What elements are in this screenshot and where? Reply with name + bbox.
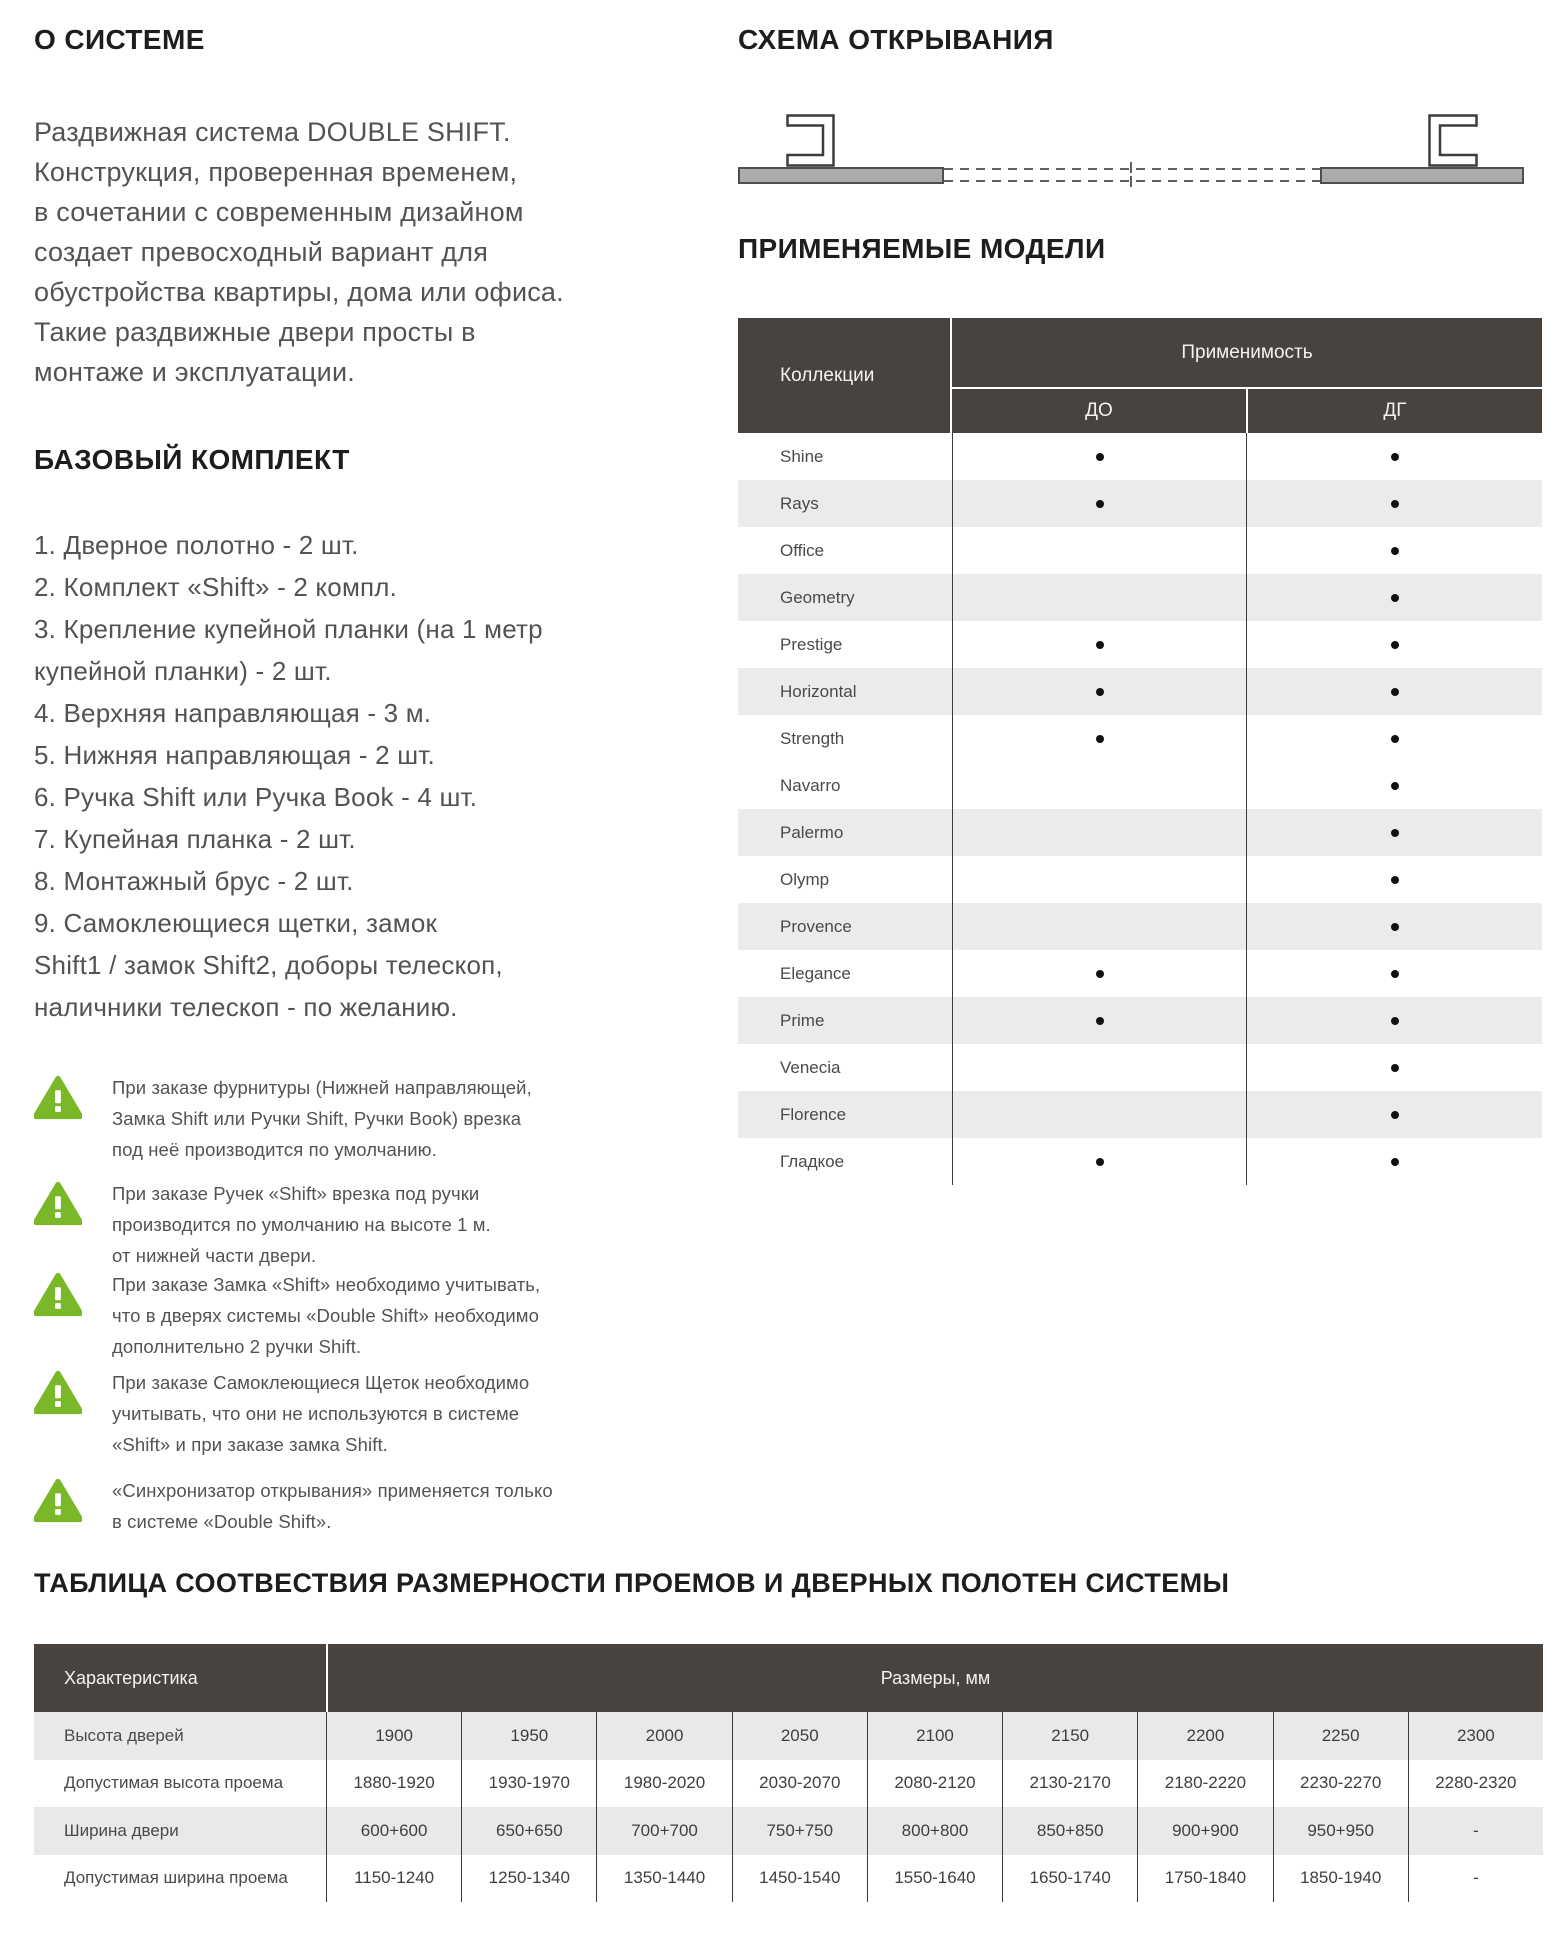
table-row [738, 950, 1542, 997]
paragraph-line: Раздвижная система DOUBLE SHIFT. [34, 117, 511, 147]
row-values [326, 1807, 1543, 1855]
size-cell: 2080-2120 [867, 1760, 1002, 1808]
applicability-dot-dg [1391, 923, 1399, 931]
paragraph-line: монтаже и эксплуатации. [34, 357, 355, 387]
size-cell: 1850-1940 [1273, 1855, 1408, 1903]
dg-cell [1246, 527, 1542, 574]
size-cell: 2030-2070 [732, 1760, 867, 1808]
kit-list-line: Shift1 / замок Shift2, доборы телескоп, [34, 950, 503, 980]
warning-triangle-icon [34, 1075, 82, 1120]
do-cell [952, 1091, 1246, 1138]
warning-text [112, 1072, 532, 1165]
applicability-dot-dg [1391, 782, 1399, 790]
collection-name: Geometry [780, 587, 855, 607]
models-table-body [738, 433, 1542, 1185]
kit-list-line: купейной планки) - 2 шт. [34, 656, 332, 686]
warning-text-line: дополнительно 2 ручки Shift. [112, 1336, 362, 1357]
warning-text-line: При заказе Самоклеющиеся Щеток необходимо [112, 1372, 530, 1393]
kit-list-line: 9. Самоклеющиеся щетки, замок [34, 908, 438, 938]
center-tick-top [1130, 162, 1132, 173]
table-row [738, 809, 1542, 856]
about-title: О СИСТЕМЕ [34, 24, 205, 55]
do-column-header: ДО [952, 389, 1246, 433]
row-label: Допустимая высота проема [64, 1773, 284, 1793]
applicability-dot-dg [1391, 876, 1399, 884]
dg-cell [1246, 668, 1542, 715]
collection-name: Strength [780, 728, 845, 748]
warning-item [34, 1178, 491, 1271]
sizes-table-body [34, 1712, 1543, 1902]
collection-name: Prestige [780, 634, 843, 654]
size-cell: 1980-2020 [596, 1760, 731, 1808]
applicability-dot-do [1096, 453, 1104, 461]
models-title: ПРИМЕНЯЕМЫЕ МОДЕЛИ [738, 233, 1106, 264]
size-cell: 1900 [326, 1712, 461, 1760]
sizes-table [34, 1644, 1543, 1902]
sizes-mm-column-header: Размеры, мм [328, 1644, 1543, 1712]
do-cell [952, 997, 1246, 1044]
row-values [326, 1855, 1543, 1903]
collection-name: Florence [780, 1104, 847, 1124]
size-cell: 600+600 [326, 1807, 461, 1855]
right-door-panel [1320, 167, 1524, 184]
warning-text-line: производится по умолчанию на высоте 1 м. [112, 1214, 491, 1235]
collection-name: Provence [780, 916, 852, 936]
table-row [738, 1138, 1542, 1185]
collection-name: Horizontal [780, 681, 857, 701]
size-cell: 2150 [1002, 1712, 1137, 1760]
warning-text [112, 1475, 553, 1537]
applicability-dot-do [1096, 735, 1104, 743]
size-cell: 1750-1840 [1137, 1855, 1272, 1903]
collection-name: Rays [780, 493, 819, 513]
warning-text-line: под неё производится по умолчанию. [112, 1139, 437, 1160]
left-door-panel [738, 167, 944, 184]
table-row [738, 433, 1542, 480]
characteristic-column-header: Характеристика [34, 1644, 326, 1712]
applicability-dot-dg [1391, 547, 1399, 555]
size-cell: 1930-1970 [461, 1760, 596, 1808]
kit-list-line: наличники телескоп - по желанию. [34, 992, 458, 1022]
dg-cell [1246, 480, 1542, 527]
do-cell [952, 621, 1246, 668]
collection-name: Olymp [780, 869, 830, 889]
table-row [34, 1760, 1543, 1808]
kit-title: БАЗОВЫЙ КОМПЛЕКТ [34, 444, 350, 475]
size-cell: 950+950 [1273, 1807, 1408, 1855]
warning-triangle-icon [34, 1181, 82, 1226]
applicability-dot-dg [1391, 1111, 1399, 1119]
kit-list-line: 6. Ручка Shift или Ручка Book - 4 шт. [34, 782, 478, 812]
row-values [326, 1712, 1543, 1760]
kit-list-line: 7. Купейная планка - 2 шт. [34, 824, 356, 854]
applicability-dot-do [1096, 688, 1104, 696]
do-cell [952, 1138, 1246, 1185]
sizes-table-header [34, 1644, 1543, 1712]
size-cell: - [1408, 1807, 1543, 1855]
collection-name: Venecia [780, 1057, 841, 1077]
collection-name: Palermo [780, 822, 844, 842]
applicability-dot-do [1096, 1017, 1104, 1025]
do-cell [952, 1044, 1246, 1091]
dg-cell [1246, 715, 1542, 762]
table-row [738, 1044, 1542, 1091]
size-cell: 2300 [1408, 1712, 1543, 1760]
dg-cell [1246, 762, 1542, 809]
size-cell: 2230-2270 [1273, 1760, 1408, 1808]
center-tick-bottom [1130, 176, 1132, 187]
dg-cell [1246, 950, 1542, 997]
do-cell [952, 527, 1246, 574]
scheme-title: СХЕМА ОТКРЫВАНИЯ [738, 24, 1054, 55]
size-cell: 1150-1240 [326, 1855, 461, 1903]
applicability-dot-dg [1391, 970, 1399, 978]
table-row [738, 574, 1542, 621]
paragraph-line: в сочетании с современным дизайном [34, 197, 524, 227]
row-label: Высота дверей [64, 1725, 184, 1745]
size-cell: 800+800 [867, 1807, 1002, 1855]
applicability-dot-dg [1391, 500, 1399, 508]
collection-name: Prime [780, 1010, 825, 1030]
size-cell: 1350-1440 [596, 1855, 731, 1903]
slide-path-top-line [944, 168, 1320, 170]
warning-item [34, 1475, 553, 1537]
size-cell: 1450-1540 [732, 1855, 867, 1903]
table-row [738, 715, 1542, 762]
warning-text-line: в системе «Double Shift». [112, 1511, 332, 1532]
row-values [326, 1760, 1543, 1808]
do-cell [952, 715, 1246, 762]
applicability-column-header: Применимость [952, 318, 1542, 387]
applicability-dot-do [1096, 1158, 1104, 1166]
dg-column-header: ДГ [1248, 389, 1542, 433]
slide-path-bottom-line [944, 180, 1320, 182]
sizes-title: ТАБЛИЦА СООТВЕСТВИЯ РАЗМЕРНОСТИ ПРОЕМОВ И ДВЕРНЫХ ПОЛОТЕН СИСТЕМЫ [34, 1568, 1230, 1598]
dg-cell [1246, 809, 1542, 856]
dg-cell [1246, 1091, 1542, 1138]
table-row [738, 527, 1542, 574]
warning-text-line: что в дверях системы «Double Shift» необходимо [112, 1305, 539, 1326]
warning-item [34, 1269, 540, 1362]
kit-list-line: 8. Монтажный брус - 2 шт. [34, 866, 354, 896]
size-cell: 2050 [732, 1712, 867, 1760]
table-row [738, 856, 1542, 903]
size-cell: 2280-2320 [1408, 1760, 1543, 1808]
table-row [738, 621, 1542, 668]
models-table-header [738, 318, 1542, 433]
collection-name: Office [780, 540, 825, 560]
warning-triangle-icon [34, 1370, 82, 1415]
models-table [738, 318, 1542, 1185]
table-row [738, 480, 1542, 527]
kit-list-line: 1. Дверное полотно - 2 шт. [34, 530, 359, 560]
row-label: Допустимая ширина проема [64, 1868, 288, 1888]
do-cell [952, 574, 1246, 621]
warning-text-line: При заказе фурнитуры (Нижней направляющей, [112, 1077, 532, 1098]
do-cell [952, 856, 1246, 903]
table-row [738, 903, 1542, 950]
table-row [34, 1807, 1543, 1855]
row-label: Ширина двери [64, 1820, 179, 1840]
paragraph-line: создает превосходный вариант для [34, 237, 489, 267]
size-cell: 700+700 [596, 1807, 731, 1855]
paragraph-line: обустройства квартиры, дома или офиса. [34, 277, 564, 307]
size-cell: 2000 [596, 1712, 731, 1760]
dg-cell [1246, 856, 1542, 903]
collection-name: Гладкое [780, 1151, 845, 1171]
size-cell: 1880-1920 [326, 1760, 461, 1808]
applicability-dot-dg [1391, 735, 1399, 743]
kit-list-line: 2. Комплект «Shift» - 2 компл. [34, 572, 398, 602]
applicability-dot-dg [1391, 829, 1399, 837]
kit-list-line: 4. Верхняя направляющая - 3 м. [34, 698, 432, 728]
applicability-dot-do [1096, 500, 1104, 508]
size-cell: 2250 [1273, 1712, 1408, 1760]
warning-text-line: При заказе Замка «Shift» необходимо учитывать, [112, 1274, 541, 1295]
dg-cell [1246, 433, 1542, 480]
dg-cell [1246, 1138, 1542, 1185]
applicability-dot-do [1096, 970, 1104, 978]
dg-cell [1246, 1044, 1542, 1091]
kit-list [34, 524, 543, 1028]
warning-text-line: Замка Shift или Ручки Shift, Ручки Book) врезка [112, 1108, 522, 1129]
warning-text-line: При заказе Ручек «Shift» врезка под ручки [112, 1183, 480, 1204]
do-cell [952, 762, 1246, 809]
warning-text-line: от нижней части двери. [112, 1245, 317, 1266]
table-row [738, 1091, 1542, 1138]
collection-name: Shine [780, 446, 824, 466]
warning-triangle-icon [34, 1272, 82, 1317]
applicability-dot-dg [1391, 1158, 1399, 1166]
collection-name: Navarro [780, 775, 841, 795]
table-row [738, 668, 1542, 715]
size-cell: 650+650 [461, 1807, 596, 1855]
right-jamb-profile-icon [1425, 114, 1478, 172]
warning-item [34, 1367, 529, 1460]
do-cell [952, 950, 1246, 997]
do-cell [952, 433, 1246, 480]
do-cell [952, 668, 1246, 715]
do-cell [952, 809, 1246, 856]
do-cell [952, 480, 1246, 527]
table-row [34, 1712, 1543, 1760]
size-cell: 750+750 [732, 1807, 867, 1855]
warning-text [112, 1269, 540, 1362]
do-cell [952, 903, 1246, 950]
size-cell: 850+850 [1002, 1807, 1137, 1855]
table-row [738, 762, 1542, 809]
applicability-dot-dg [1391, 641, 1399, 649]
size-cell: 1650-1740 [1002, 1855, 1137, 1903]
warning-text [112, 1367, 529, 1460]
applicability-dot-dg [1391, 1064, 1399, 1072]
applicability-dot-dg [1391, 594, 1399, 602]
dg-cell [1246, 574, 1542, 621]
warning-text-line: учитывать, что они не используются в системе [112, 1403, 520, 1424]
size-cell: 2180-2220 [1137, 1760, 1272, 1808]
about-paragraph [34, 112, 564, 392]
applicability-dot-do [1096, 641, 1104, 649]
size-cell: 900+900 [1137, 1807, 1272, 1855]
left-jamb-profile-icon [786, 114, 837, 172]
applicability-dot-dg [1391, 688, 1399, 696]
size-cell: 2130-2170 [1002, 1760, 1137, 1808]
dg-cell [1246, 621, 1542, 668]
size-cell: 1950 [461, 1712, 596, 1760]
size-cell: 2200 [1137, 1712, 1272, 1760]
warning-item [34, 1072, 532, 1165]
table-row [34, 1855, 1543, 1903]
table-row [738, 997, 1542, 1044]
size-cell: - [1408, 1855, 1543, 1903]
kit-list-line: 5. Нижняя направляющая - 2 шт. [34, 740, 435, 770]
warning-text-line: «Синхронизатор открывания» применяется только [112, 1480, 553, 1501]
paragraph-line: Такие раздвижные двери просты в [34, 317, 476, 347]
size-cell: 1550-1640 [867, 1855, 1002, 1903]
kit-list-line: 3. Крепление купейной планки (на 1 метр [34, 614, 543, 644]
collections-column-header: Коллекции [738, 318, 950, 433]
warning-text-line: «Shift» и при заказе замка Shift. [112, 1434, 388, 1455]
warning-text [112, 1178, 491, 1271]
collection-name: Elegance [780, 963, 851, 983]
dg-cell [1246, 997, 1542, 1044]
size-cell: 2100 [867, 1712, 1002, 1760]
applicability-dot-dg [1391, 1017, 1399, 1025]
applicability-dot-dg [1391, 453, 1399, 461]
paragraph-line: Конструкция, проверенная временем, [34, 157, 518, 187]
size-cell: 1250-1340 [461, 1855, 596, 1903]
dg-cell [1246, 903, 1542, 950]
warning-triangle-icon [34, 1478, 82, 1523]
